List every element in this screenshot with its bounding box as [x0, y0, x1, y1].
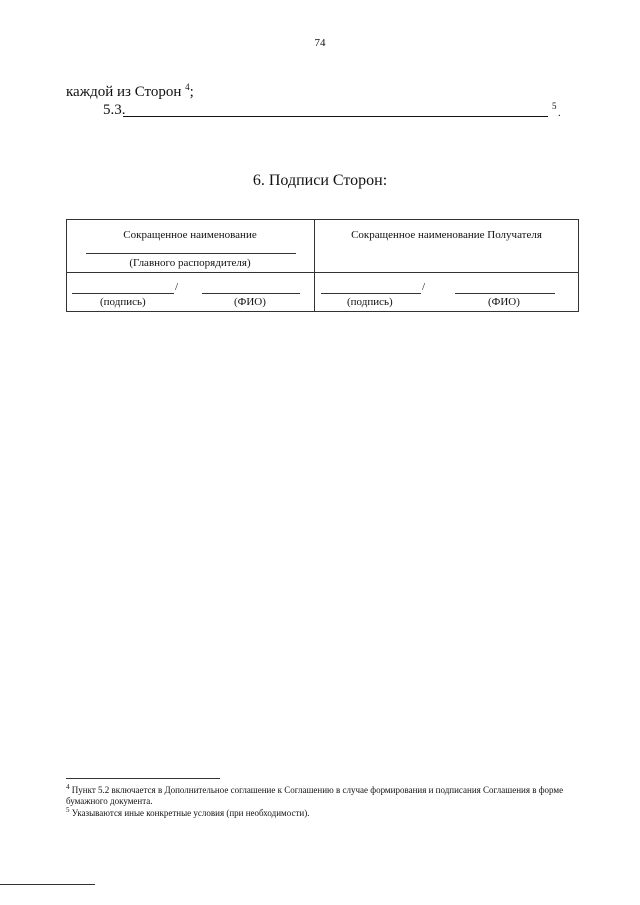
left-fio-caption: (ФИО) [234, 296, 266, 308]
clause-line [66, 84, 194, 101]
clause-tail: ; [189, 84, 194, 100]
right-slash: / [422, 281, 426, 293]
left-signature-line [72, 293, 174, 294]
footnote-ref-4: 4 [185, 82, 190, 92]
section-title: 6. Подписи Сторон: [252, 172, 388, 189]
item-5-3-end: . [558, 107, 561, 119]
clause-text: каждой из Сторон [66, 84, 182, 100]
table-row-divider [66, 272, 579, 273]
item-5-3-blank-line [123, 116, 548, 117]
left-subheader: (Главного распорядителя) [129, 257, 251, 269]
right-fio-line [455, 293, 555, 294]
page-number: 74 [314, 37, 326, 49]
left-header: Сокращенное наименование [123, 229, 257, 241]
right-fio-caption: (ФИО) [488, 296, 520, 308]
bottom-rule [0, 884, 95, 885]
right-signature-caption: (подпись) [347, 296, 393, 308]
footnote-5-text: Указываются иные конкретные условия (при необходимости). [71, 808, 310, 818]
left-slash: / [175, 281, 179, 293]
footnote-4-mark: 4 [66, 783, 70, 791]
footnote-4 [66, 785, 586, 807]
left-name-line [86, 253, 296, 254]
left-signature-caption: (подпись) [100, 296, 146, 308]
right-signature-line [321, 293, 421, 294]
footnote-ref-5: 5 [552, 101, 557, 111]
left-fio-line [202, 293, 300, 294]
footnote-5 [66, 808, 586, 819]
footnote-5-mark: 5 [66, 806, 70, 814]
footnote-4-text: Пункт 5.2 включается в Дополнительное соглашение к Соглашению в случае формирования и подписания Соглашения в форме бумажного документа. [66, 785, 564, 806]
item-5-3-label: 5.3. [103, 102, 126, 118]
right-header: Сокращенное наименование Получателя [351, 229, 542, 241]
footnote-separator [66, 778, 220, 779]
